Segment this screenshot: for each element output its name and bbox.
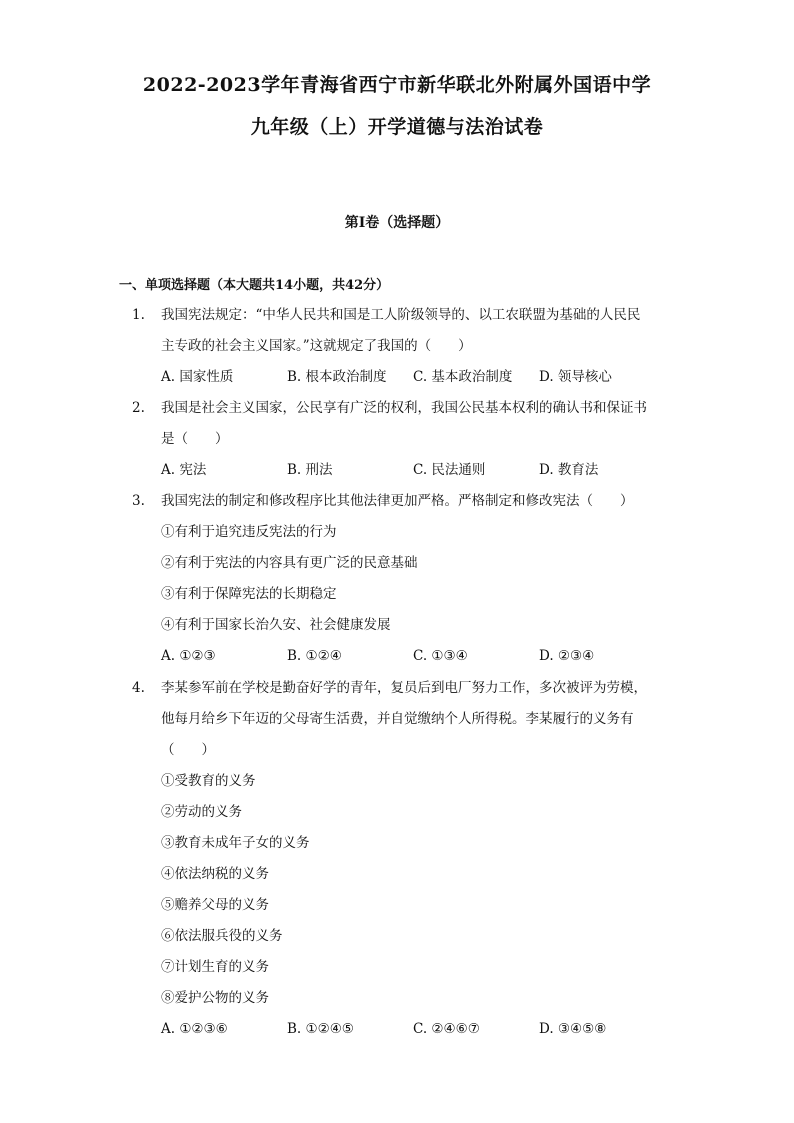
- exam-title-line1: 2022-2023学年青海省西宁市新华联北外附属外国语中学: [142, 74, 652, 96]
- statement-item: ⑥依法服兵役的义务: [161, 928, 283, 944]
- option-d: D. ③④⑤⑧: [539, 1021, 607, 1037]
- statement-item: ④依法纳税的义务: [161, 866, 269, 882]
- question-stem-line: 他每月给乡下年迈的父母寄生活费，并自觉缴纳个人所得税。李某履行的义务有: [161, 711, 634, 727]
- section-title: 第I卷（选择题）: [344, 215, 450, 231]
- question-stem-line: 李某参军前在学校是勤奋好学的青年，复员后到电厂努力工作，多次被评为劳模，: [161, 680, 647, 696]
- question-stem-line: （ ）: [161, 742, 215, 758]
- question-stem-line: 主专政的社会主义国家。”这就规定了我国的（ ）: [161, 338, 472, 354]
- option-c: C. ①③④: [413, 648, 468, 664]
- options-row: [161, 1014, 672, 1045]
- option-c: C. ②④⑥⑦: [413, 1021, 480, 1037]
- question-stem-line: 是（ ）: [161, 431, 229, 447]
- option-b: B. ①②④⑤: [287, 1021, 354, 1037]
- exam-title-line2: 九年级（上）开学道德与法治试卷: [250, 116, 544, 138]
- part-title: 一、单项选择题（本大题共14小题，共42分）: [119, 278, 390, 293]
- statement-item: ①受教育的义务: [161, 773, 256, 789]
- statement-item: ⑧爱护公物的义务: [161, 990, 269, 1006]
- option-a: A. ①②③⑥: [161, 1021, 228, 1037]
- option-c: C. 基本政治制度: [413, 369, 513, 385]
- option-d: D. 教育法: [539, 462, 599, 478]
- option-b: B. ①②④: [287, 648, 342, 664]
- question-stem-line: 我国是社会主义国家，公民享有广泛的权利，我国公民基本权利的确认书和保证书: [161, 400, 647, 416]
- option-a: A. 宪法: [161, 462, 207, 478]
- statement-item: ①有利于追究违反宪法的行为: [161, 524, 337, 540]
- statement-item: ②有利于宪法的内容具有更广泛的民意基础: [161, 555, 418, 571]
- question-4: [132, 673, 672, 1045]
- question-number: 2.: [132, 400, 145, 416]
- question-number: 1.: [132, 307, 145, 323]
- question-3: [132, 486, 672, 672]
- statement-item: ⑦计划生育的义务: [161, 959, 269, 975]
- question-number: 4.: [132, 680, 145, 696]
- options-row: [161, 362, 672, 393]
- statement-item: ②劳动的义务: [161, 804, 242, 820]
- question-number: 3.: [132, 493, 145, 509]
- question-2: [132, 393, 672, 486]
- options-row: [161, 641, 672, 672]
- statement-item: ③教育未成年子女的义务: [161, 835, 310, 851]
- option-d: D. ②③④: [539, 648, 595, 664]
- option-b: B. 刑法: [287, 462, 333, 478]
- option-a: A. 国家性质: [161, 369, 234, 385]
- options-row: [161, 455, 672, 486]
- option-c: C. 民法通则: [413, 462, 486, 478]
- statement-item: ④有利于国家长治久安、社会健康发展: [161, 617, 391, 633]
- question-stem-line: 我国宪法规定：“中华人民共和国是工人阶级领导的、以工农联盟为基础的人民民: [161, 307, 641, 323]
- option-b: B. 根本政治制度: [287, 369, 387, 385]
- option-a: A. ①②③: [161, 648, 216, 664]
- statement-item: ③有利于保障宪法的长期稳定: [161, 586, 337, 602]
- option-d: D. 领导核心: [539, 369, 612, 385]
- question-stem-line: 我国宪法的制定和修改程序比其他法律更加严格。严格制定和修改宪法（ ）: [161, 493, 634, 509]
- question-1: [132, 300, 672, 393]
- statement-item: ⑤赡养父母的义务: [161, 897, 269, 913]
